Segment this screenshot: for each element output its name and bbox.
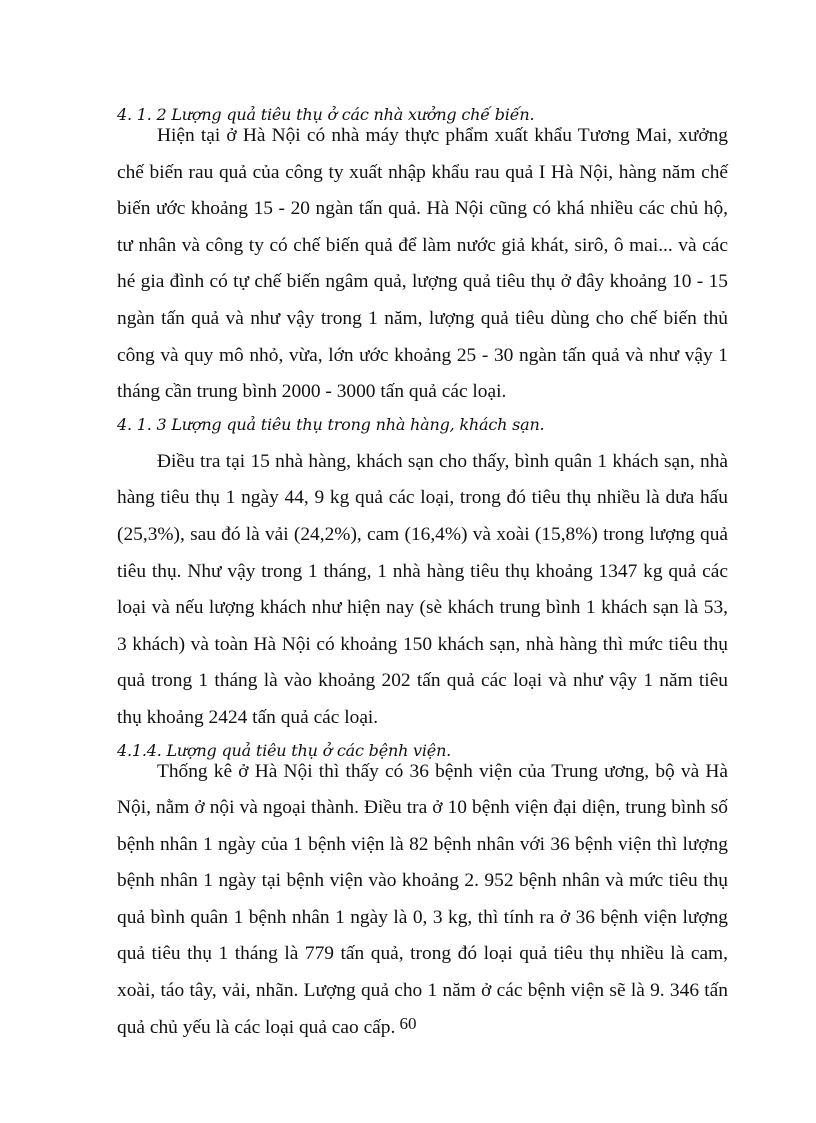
document-page [117,104,728,1046]
page-number: 60 [399,1014,417,1033]
section-paragraph-4-1-4: Thống kê ở Hà Nội thì thấy có 36 bệnh viện của Trung ương, bộ và Hà Nội, nằm ở nội và ngoại thành. Điều tra ở 10 bệnh viện đại diện, trung bình số bệnh nhân 1 ngày của 1 bệnh viện là 82 bệnh nhân với 36 bệnh viện thì lượng bệnh nhân 1 ngày tại bệnh viện vào khoảng 2. 952 bệnh nhân và mức tiêu thụ quả bình quân 1 bệnh nhân 1 ngày là 0, 3 kg, thì tính ra ở 36 bệnh viện lượng quả tiêu thụ 1 tháng là 779 tấn quả, trong đó loại quả tiêu thụ nhiều là cam, xoài, táo tây, vải, nhãn. Lượng quả cho 1 năm ở các bệnh viện sẽ là 9. 346 tấn quả chủ yếu là các loại quả cao cấp. [117,760,728,1038]
section-heading-4-1-2: 4. 1. 2 Lượng quả tiêu thụ ở các nhà xưởng chế biến. [117,105,535,124]
section-heading-4-1-4: 4.1.4. Lượng quả tiêu thụ ở các bệnh viện. [117,740,452,760]
section-heading-4-1-3: 4. 1. 3 Lượng quả tiêu thụ trong nhà hàng, khách sạn. [117,414,545,434]
section-paragraph-4-1-3: Điều tra tại 15 nhà hàng, khách sạn cho thấy, bình quân 1 khách sạn, nhà hàng tiêu thụ 1 ngày 44, 9 kg quả các loại, trong đó tiêu thụ nhiều là dưa hấu (25,3%), sau đó là vải (24,2%), cam (16,4%) và xoài (15,8%) trong lượng quả tiêu thụ. Như vậy trong 1 tháng, 1 nhà hàng tiêu thụ khoảng 1347 kg quả các loại và nếu lượng khách như hiện nay (sè khách trung bình 1 khách sạn là 53, 3 khách) và toàn Hà Nội có khoảng 150 khách sạn, nhà hàng thì mức tiêu thụ quả trong 1 tháng là vào khoảng 202 tấn quả các loại và như vậy 1 năm tiêu thụ khoảng 2424 tấn quả các loại. [117,450,728,728]
section-paragraph-4-1-2: Hiện tại ở Hà Nội có nhà máy thực phẩm xuất khẩu Tương Mai, xưởng chế biến rau quả của công ty xuất nhập khẩu rau quả I Hà Nội, hàng năm chế biến ước khoảng 15 - 20 ngàn tấn quả. Hà Nội cũng có khá nhiều các chủ hộ, tư nhân và công ty có chế biến quả để làm nước giả khát, sirô, ô mai... và các hé gia đình có tự chế biến ngâm quả, lượng quả tiêu thụ ở đây khoảng 10 - 15 ngàn tấn quả và như vậy trong 1 năm, lượng quả tiêu dùng cho chế biến thủ công và quy mô nhỏ, vừa, lớn ước khoảng 25 - 30 ngàn tấn quả và như vậy 1 tháng cần trung bình 2000 - 3000 tấn quả các loại. [117,125,728,403]
